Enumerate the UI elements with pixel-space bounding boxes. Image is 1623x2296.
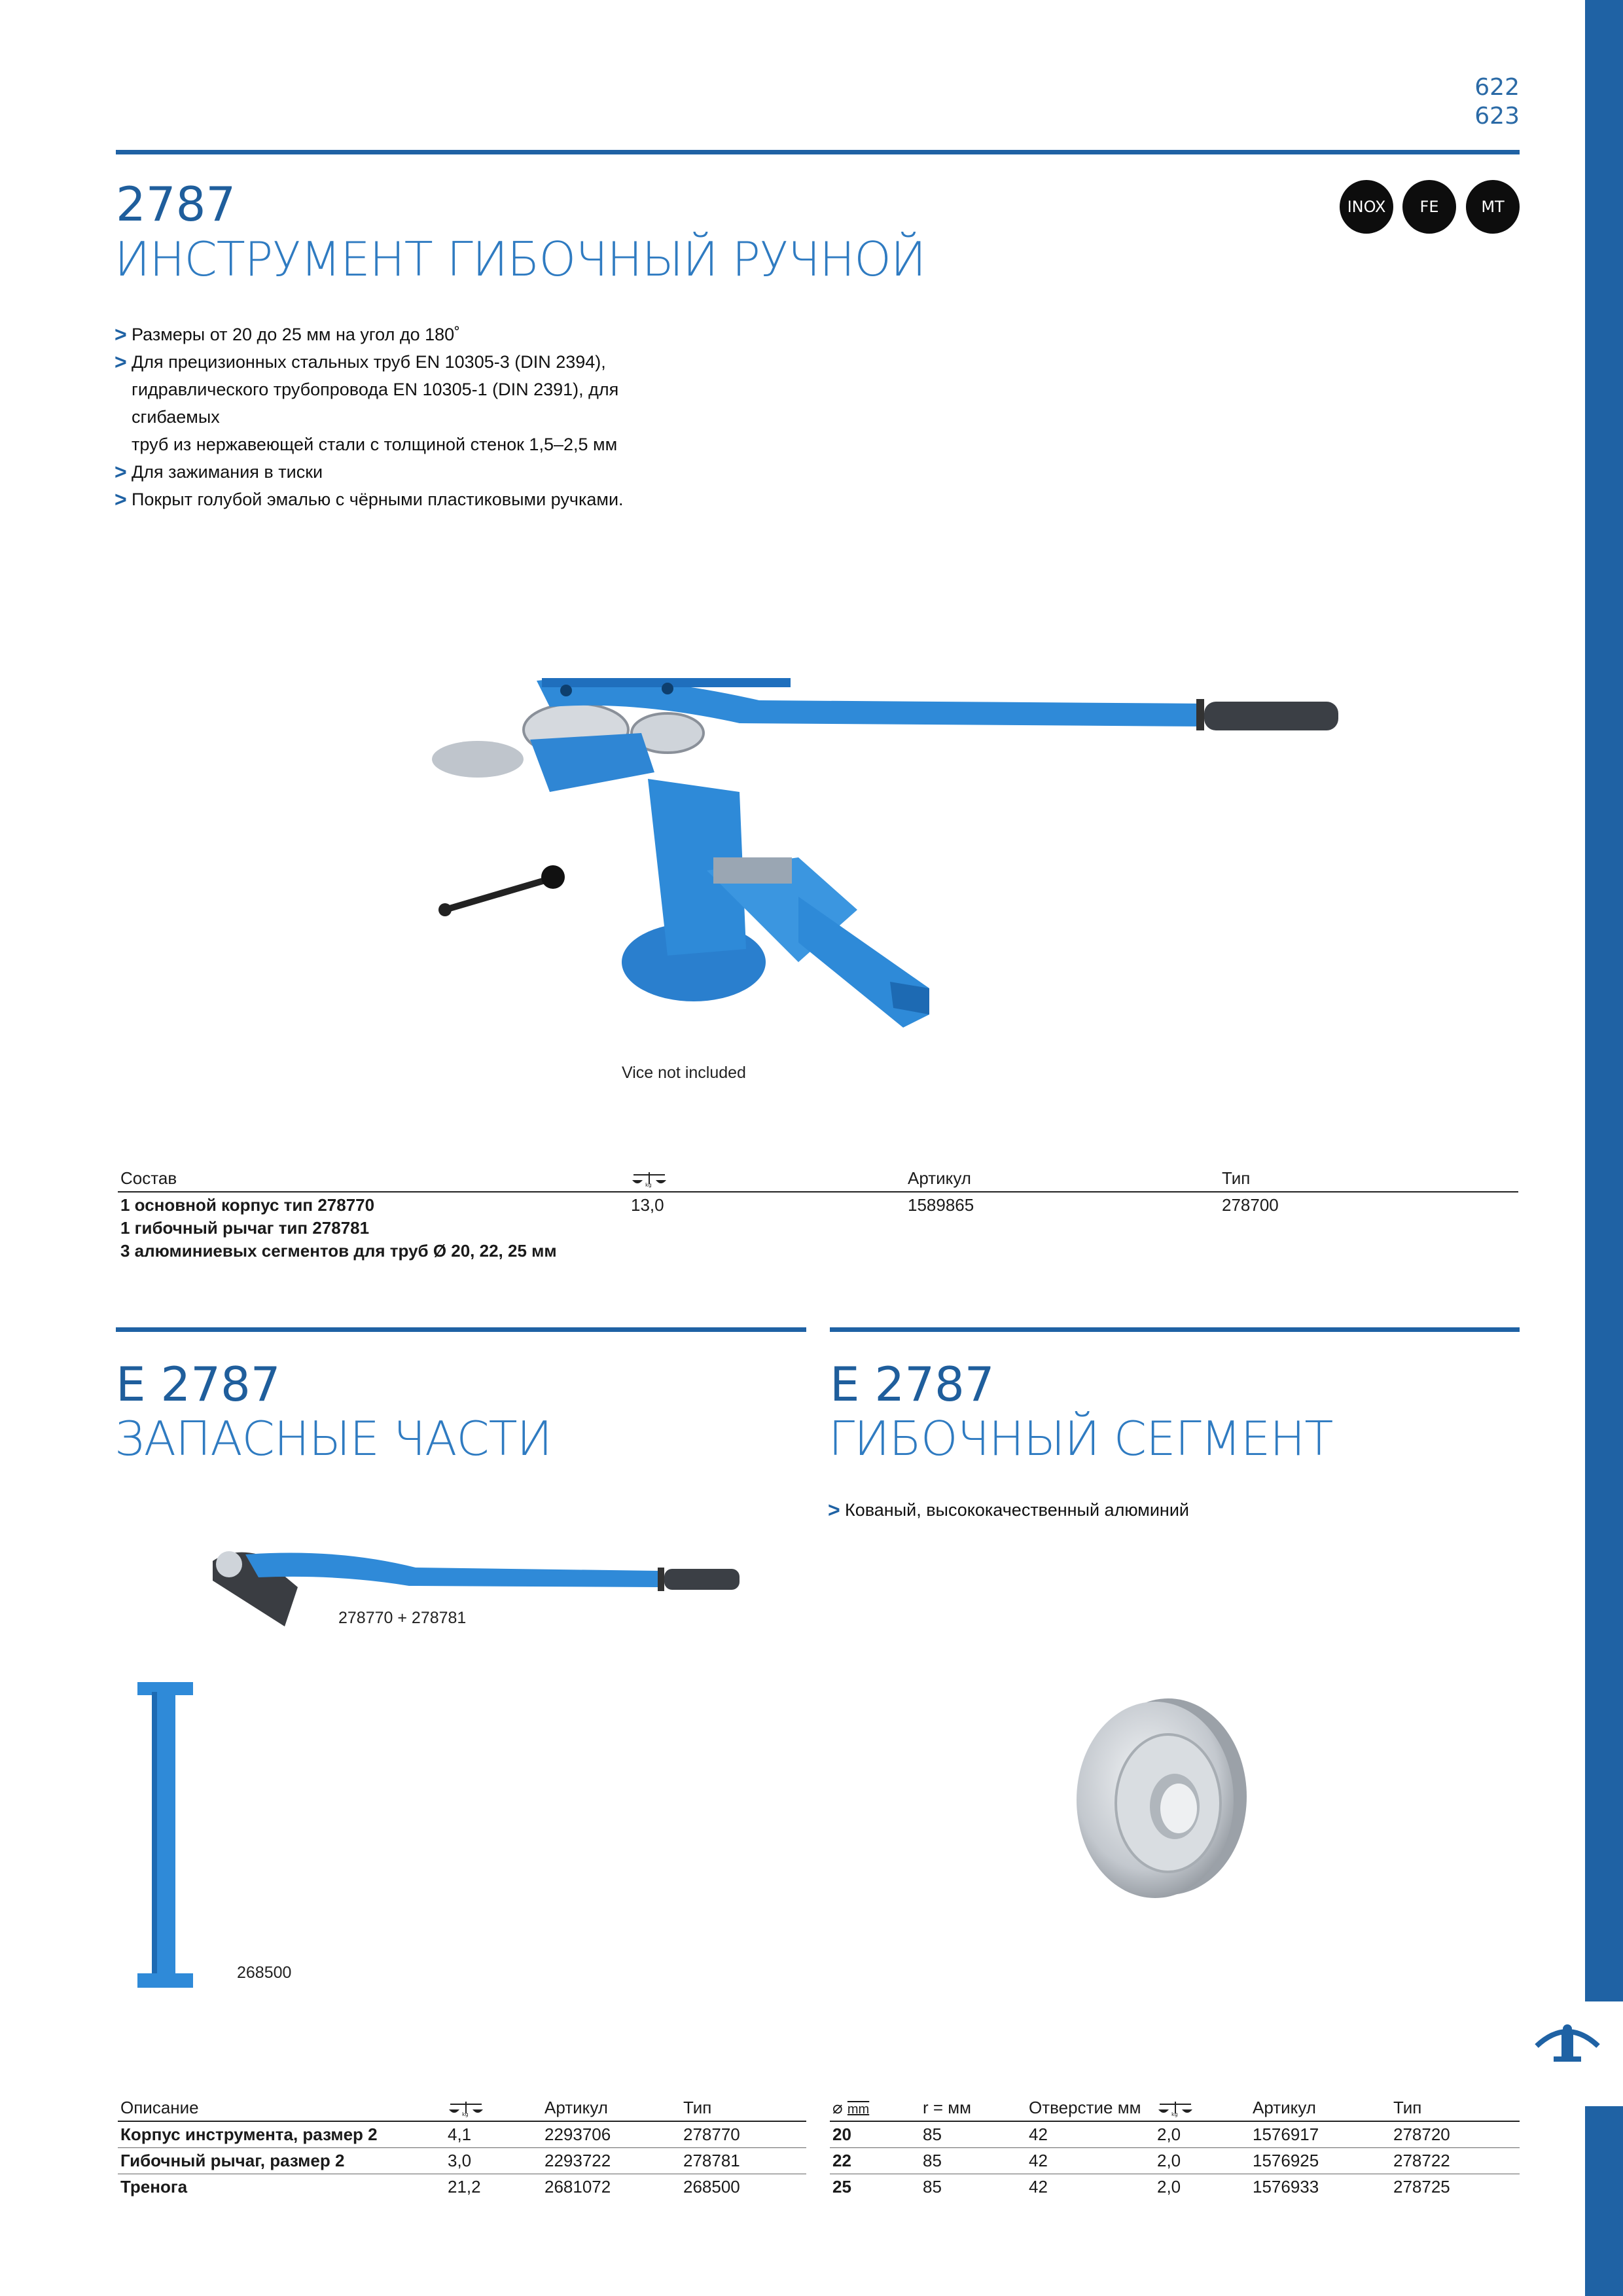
page-number-left: 622: [1474, 74, 1520, 101]
tripod-image: [137, 1682, 196, 1990]
table-cell: 22: [830, 2147, 920, 2174]
tripod-caption: 268500: [237, 1964, 292, 1982]
lever-image: [206, 1541, 743, 1633]
segment-title: ГИБОЧНЫЙ СЕГМЕНТ: [829, 1411, 1333, 1466]
product-number: 2787: [116, 177, 236, 232]
weight-icon: [445, 2098, 542, 2121]
table-cell: [628, 1238, 905, 1261]
table-cell: 1576925: [1250, 2147, 1391, 2174]
column-header: Артикул: [542, 2098, 681, 2121]
bullet-arrow-icon: >: [115, 350, 127, 374]
badge-mt: MT: [1466, 180, 1520, 234]
bullet-arrow-icon: >: [828, 1498, 840, 1522]
table-cell: 2,0: [1157, 2176, 1181, 2197]
table-cell: [1219, 1215, 1518, 1238]
column-header: Артикул: [1250, 2098, 1391, 2121]
table-row: [830, 2147, 1520, 2174]
table-cell: 278720: [1391, 2121, 1520, 2147]
table-cell: 25: [832, 2176, 851, 2197]
table-cell: 2,0: [1154, 2121, 1250, 2147]
table-cell: 278722: [1391, 2147, 1520, 2174]
table-cell: Корпус инструмента, размер 2: [118, 2121, 445, 2147]
feature-item: > Кованый, высококачественный алюминий: [828, 1496, 1417, 1524]
spare-parts-table: [118, 2098, 806, 2200]
table-row: [118, 1238, 1518, 1261]
table-row: [118, 1215, 1518, 1238]
svg-text:kg: kg: [462, 2111, 469, 2118]
table-cell: 42: [1026, 2147, 1154, 2174]
column-header: r = мм: [920, 2098, 1026, 2121]
bending-tool-image: [432, 661, 1348, 1047]
table-row: [830, 2174, 1520, 2200]
table-cell: 278725: [1393, 2176, 1450, 2197]
table-cell: 278770: [681, 2121, 806, 2147]
badge-inox: INOX: [1340, 180, 1393, 234]
weight-icon: [628, 1168, 905, 1192]
segment-table: [830, 2098, 1520, 2200]
table-cell: [1219, 1238, 1518, 1261]
brand-logo-icon: [1531, 2020, 1603, 2066]
table-cell: 20: [830, 2121, 920, 2147]
segment-number: E 2787: [830, 1357, 995, 1412]
badge-fe: FE: [1402, 180, 1456, 234]
column-header: Артикул: [905, 1168, 1219, 1192]
table-cell: 3,0: [445, 2147, 542, 2174]
page-number-right: 623: [1474, 103, 1520, 130]
diameter-mm-icon: ⌀ mm: [830, 2098, 920, 2121]
bullet-arrow-icon: >: [115, 323, 127, 346]
table-row: [118, 2147, 806, 2174]
table-row: [830, 2121, 1520, 2147]
composition-table: [118, 1168, 1518, 1261]
column-header: Описание: [118, 2098, 445, 2121]
page-numbers: [1459, 73, 1520, 131]
column-header: Отверстие мм: [1026, 2098, 1154, 2121]
bending-segment-image: [1063, 1692, 1260, 1901]
table-row: [118, 2121, 806, 2147]
product-title: ИНСТРУМЕНТ ГИБОЧНЫЙ РУЧНОЙ: [115, 232, 926, 287]
column-header: Тип: [1391, 2098, 1520, 2121]
table-cell: 1 основной корпус тип 278770: [120, 1195, 375, 1215]
bullet-arrow-icon: >: [115, 488, 127, 511]
weight-icon: [1154, 2098, 1250, 2121]
table-cell: 2293722: [542, 2147, 681, 2174]
table-cell: 1589865: [908, 1195, 974, 1215]
section-divider: [116, 150, 1520, 154]
table-cell: 85: [920, 2121, 1026, 2147]
segment-feature-list: [828, 1496, 1417, 1524]
brand-side-bar: [1585, 0, 1623, 2001]
table-cell: 85: [920, 2147, 1026, 2174]
table-cell: Тренога: [120, 2176, 188, 2197]
feature-item: > Для зажимания в тиски: [115, 458, 704, 486]
section-divider-spare: [116, 1327, 806, 1332]
table-cell: 13,0: [631, 1195, 664, 1215]
brand-side-bar-lower: [1585, 2106, 1623, 2296]
lever-caption: 278770 + 278781: [338, 1609, 467, 1627]
table-cell: 278781: [681, 2147, 806, 2174]
svg-text:kg: kg: [645, 1182, 652, 1189]
table-cell: [905, 1215, 1219, 1238]
table-cell: [905, 1238, 1219, 1261]
table-cell: [628, 1215, 905, 1238]
feature-list: [115, 321, 704, 513]
table-cell: 2,0: [1154, 2147, 1250, 2174]
table-cell: 2293706: [542, 2121, 681, 2147]
table-header-row: [118, 1168, 1518, 1192]
table-cell: 21,2: [448, 2176, 481, 2197]
table-cell: 3 алюминиевых сегментов для труб Ø 20, 22, 25 мм: [120, 1241, 557, 1261]
table-header-row: [830, 2098, 1520, 2121]
section-divider-segment: [830, 1327, 1520, 1332]
table-cell: 1576917: [1250, 2121, 1391, 2147]
table-cell: 278700: [1222, 1195, 1279, 1215]
feature-item: > Покрыт голубой эмалью с чёрными пластиковыми ручками.: [115, 486, 704, 513]
table-cell: 85: [923, 2176, 942, 2197]
table-row: [118, 1192, 1518, 1215]
table-cell: 268500: [683, 2176, 740, 2197]
svg-text:kg: kg: [1171, 2111, 1178, 2118]
table-row: [118, 2174, 806, 2200]
spare-number: E 2787: [116, 1357, 281, 1412]
table-cell: 1576933: [1253, 2176, 1319, 2197]
column-header: Тип: [681, 2098, 806, 2121]
table-cell: 4,1: [445, 2121, 542, 2147]
column-header: Тип: [1219, 1168, 1518, 1192]
spare-title: ЗАПАСНЫЕ ЧАСТИ: [115, 1411, 552, 1466]
table-cell: 42: [1029, 2176, 1048, 2197]
image-caption: Vice not included: [622, 1064, 746, 1082]
table-cell: 1 гибочный рычаг тип 278781: [120, 1218, 370, 1238]
bullet-arrow-icon: >: [115, 460, 127, 484]
feature-item: > Для прецизионных стальных труб EN 10305-3 (DIN 2394), гидравлического трубопровода EN 10305-1 (DIN 2391), для сгибаемых труб из нержавеющей стали с толщиной стенок 1,5–2,5 мм: [115, 348, 704, 458]
table-cell: Гибочный рычаг, размер 2: [118, 2147, 445, 2174]
column-header: Состав: [118, 1168, 628, 1192]
table-header-row: [118, 2098, 806, 2121]
table-cell: 42: [1026, 2121, 1154, 2147]
feature-item: > Размеры от 20 до 25 мм на угол до 180˚: [115, 321, 704, 348]
table-cell: 2681072: [544, 2176, 611, 2197]
